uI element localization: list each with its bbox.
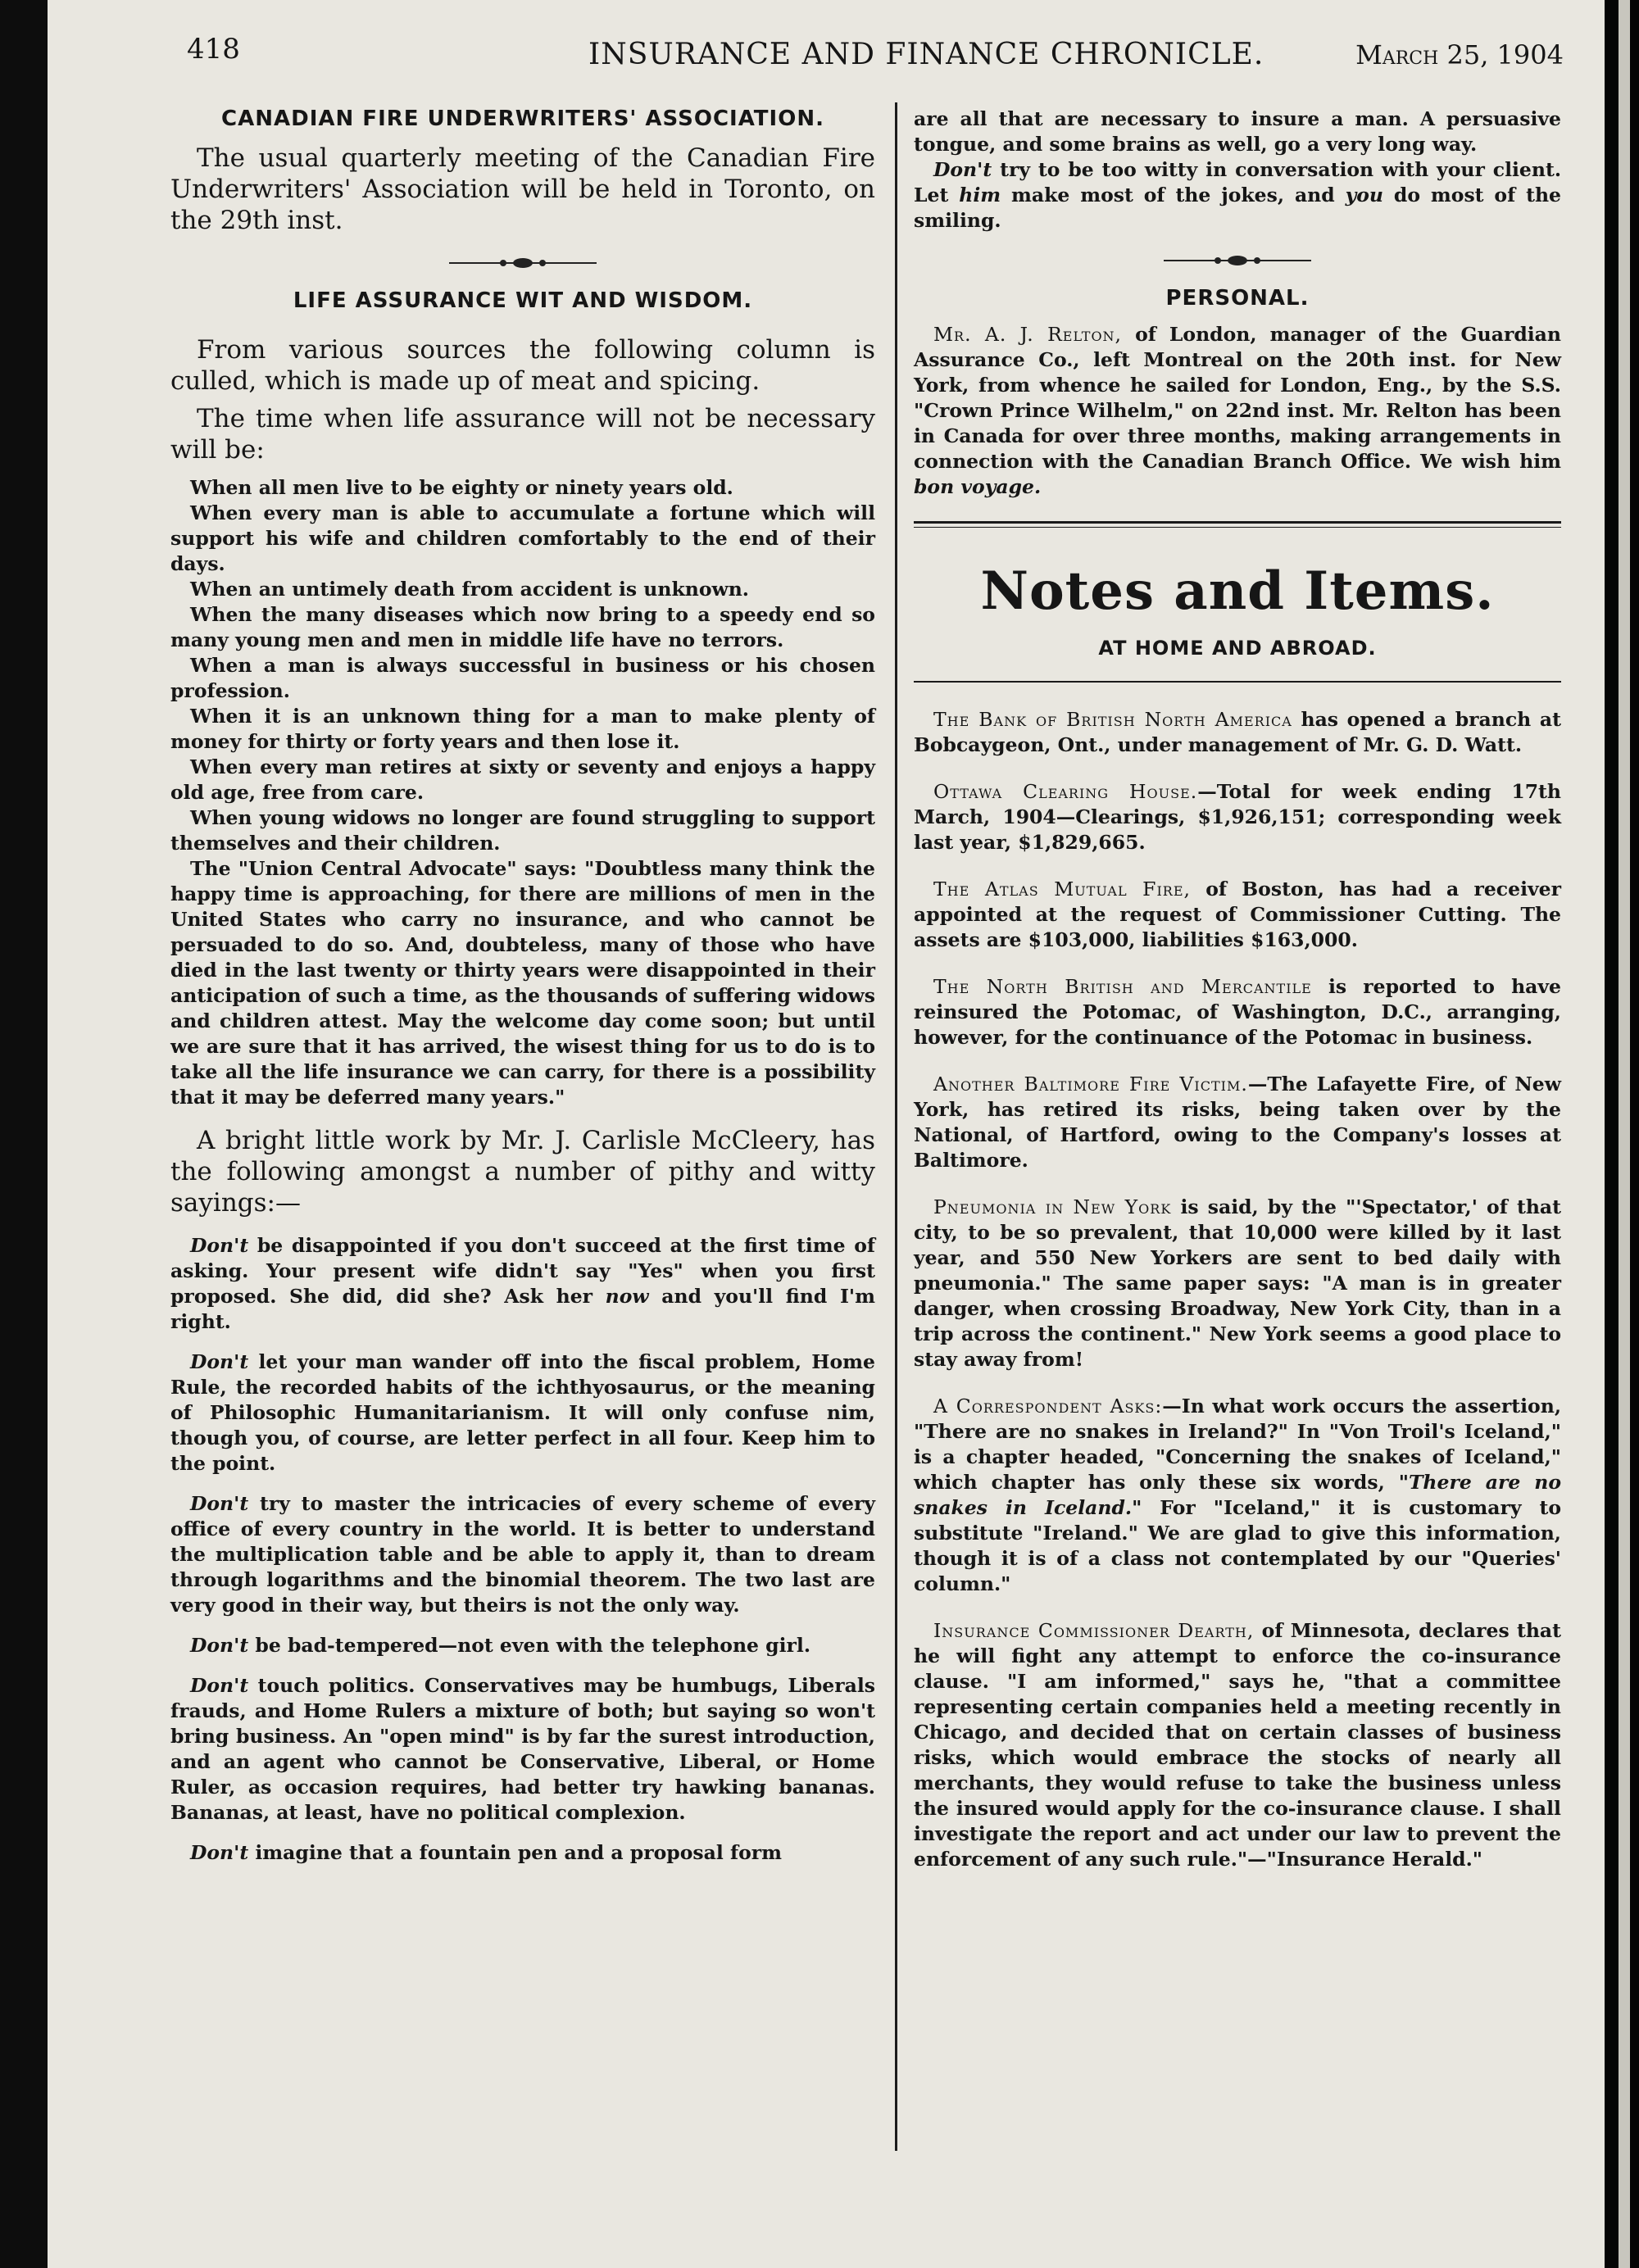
when-item: When every man retires at sixty or seventy and enjoys a happy old age, free from care. <box>170 755 875 804</box>
when-item: When every man is able to accumulate a fortune which will support his wife and children comfortably to the end of their days. <box>170 501 875 575</box>
saying-continuation: are all that are necessary to insure a man. A persuasive tongue, and some brains as well, go a very long way. <box>914 107 1561 156</box>
wit-intro-2: The time when life assurance will not be necessary will be: <box>170 404 875 465</box>
news-item: Another Baltimore Fire Victim.—The Lafayette Fire, of New York, has retired its risks, being taken over by the National, of Hartford, owing to the Company's losses at Baltimore. <box>914 1073 1561 1172</box>
news-item: Ottawa Clearing House.—Total for week ending 17th March, 1904—Clearings, $1,926,151; corresponding week last year, $1,829,665. <box>914 780 1561 854</box>
column-divider <box>895 102 897 2151</box>
section-title-personal: PERSONAL. <box>1165 286 1310 311</box>
dont-saying: Don't touch politics. Conservatives may be humbugs, Liberals frauds, and Home Rulers a mixture of both; but saying so won't bring business. An "open mind" is by far the surest introduction, and an agent who cannot be Conservative, Liberal, or Home Ruler, as occasion requires, had better try hawking bananas. Bananas, at least, have no political complexion. <box>170 1674 875 1824</box>
when-item: When a man is always successful in business or his chosen profession. <box>170 654 875 702</box>
dont-saying: Don't try to be too witty in conversation with your client. Let him make most of the jokes, and you do most of the smiling. <box>914 158 1562 232</box>
section-title-underwriters: CANADIAN FIRE UNDERWRITERS' ASSOCIATION. <box>221 107 824 131</box>
news-item: Pneumonia in New York is said, by the "'Spectator,' of that city, to be so prevalent, that 10,000 were killed by it last year, and 550 New Yorkers are sent to bed daily with pneumonia." The same paper says: "A man is in greater danger, when crossing Broadway, New York City, than in a trip across the continent." New York seems a good place to stay away from! <box>914 1195 1562 1371</box>
dont-saying: Don't be disappointed if you don't succeed at the first time of asking. Your present wife didn't say "Yes" when you first proposed. She did, did she? Ask her now and you'll find I'm right. <box>170 1234 875 1333</box>
when-item: When all men live to be eighty or ninety years old. <box>190 476 733 499</box>
when-item: When young widows no longer are found struggling to support themselves and their children. <box>170 806 875 855</box>
personal-text: Mr. A. J. Relton, of London, manager of the Guardian Assurance Co., left Montreal on the 20th inst. for New York, from whence he sailed for London, Eng., by the S.S. "Crown Prince Wilhelm," on 22nd inst. Mr. Relton has been in Canada for over three months, making arrangements in connection with the Canadian Branch Office. We wish him bon voyage. <box>914 323 1561 498</box>
left-column <box>170 107 875 1866</box>
underwriters-text: The usual quarterly meeting of the Canadian Fire Underwriters' Association will be held in Toronto, on the 29th inst. <box>170 143 875 235</box>
dont-saying: Don't imagine that a fountain pen and a proposal form <box>190 1841 782 1864</box>
wit-intro-1: From various sources the following column is culled, which is made up of meat and spicing. <box>170 335 875 396</box>
notes-and-items-title: Notes and Items. <box>980 560 1495 622</box>
journal-title: INSURANCE AND FINANCE CHRONICLE. <box>588 38 1264 71</box>
news-item: The Bank of British North America has opened a branch at Bobcaygeon, Ont., under management of Mr. G. D. Watt. <box>914 708 1561 756</box>
page-number: 418 <box>187 33 240 66</box>
news-item: The Atlas Mutual Fire, of Boston, has had a receiver appointed at the request of Commissioner Cutting. The assets are $103,000, liabilities $163,000. <box>914 878 1561 951</box>
rule <box>914 681 1561 683</box>
ornament-divider <box>1164 255 1311 266</box>
dont-saying: Don't try to master the intricacies of every scheme of every office of every country in the world. It is better to understand the multiplication table and be able to apply it, than to dream through logarithms and the binomial theorem. The two last are very good in their way, but theirs is not the only way. <box>170 1492 875 1617</box>
mccleery-intro: A bright little work by Mr. J. Carlisle McCleery, has the following amongst a number of pithy and witty sayings:— <box>170 1126 875 1218</box>
when-item: When the many diseases which now bring to a speedy end so many young men and men in middle life have no terrors. <box>170 603 875 651</box>
union-central-quote: The "Union Central Advocate" says: "Doubtless many think the happy time is approaching, for there are millions of men in the United States who carry no insurance, and who cannot be persuaded to do so. And, doubteless, many of those who have died in the last twenty or thirty years were disappointed in their anticipation of such a time, as the thousands of suffering widows and children attest. May the welcome day come soon; but until we are sure that it has arrived, the wisest thing for us to do is to take all the life insurance we can carry, for there is a possibility that it may be deferred many years." <box>170 857 875 1109</box>
when-item: When it is an unknown thing for a man to make plenty of money for thirty or forty years and then lose it. <box>170 705 875 753</box>
news-item: Insurance Commissioner Dearth, of Minnesota, declares that he will fight any attempt to enforce the co-insurance clause. "I am informed," says he, "that a committee representing certain companies held a meeting recently in Chicago, and decided that on certain classes of business risks, which would embrace the stocks of nearly all merchants, they would refuse to take the business unless the insured would apply for the co-insurance clause. I shall investigate the report and act under our law to prevent the enforcement of any such rule."—"Insurance Herald." <box>914 1619 1561 1871</box>
dont-saying: Don't let your man wander off into the fiscal problem, Home Rule, the recorded habits of the ichthyosaurus, or the meaning of Philosophic Humanitarianism. It will only confuse nim, though you, of course, are letter perfect in all four. Keep him to the point. <box>170 1350 875 1475</box>
notes-subtitle: AT HOME AND ABROAD. <box>1098 637 1377 660</box>
when-item: When an untimely death from accident is unknown. <box>190 578 749 601</box>
dont-saying: Don't be bad-tempered—not even with the telephone girl. <box>190 1634 811 1657</box>
double-rule <box>914 521 1561 528</box>
page <box>48 0 1605 2268</box>
ornament-divider <box>449 257 597 269</box>
right-column <box>914 107 1561 1894</box>
running-header <box>187 33 1564 90</box>
issue-date: March 25, 1904 <box>1355 39 1564 70</box>
news-item: A Correspondent Asks:—In what work occurs the assertion, "There are no snakes in Ireland?" In "Von Troil's Iceland," is a chapter headed, "Concerning the snakes of Iceland," which chapter has only these six words, "There are no snakes in Iceland." For "Iceland," it is customary to substitute "Ireland." We are glad to give this information, though it is of a class not contemplated by our "Queries' column." <box>914 1395 1561 1595</box>
news-item: The North British and Mercantile is reported to have reinsured the Potomac, of Washington, D.C., arranging, however, for the continuance of the Potomac in business. <box>914 975 1561 1049</box>
adjacent-page-edge <box>1619 0 1630 2268</box>
section-title-wit: LIFE ASSURANCE WIT AND WISDOM. <box>293 288 753 313</box>
